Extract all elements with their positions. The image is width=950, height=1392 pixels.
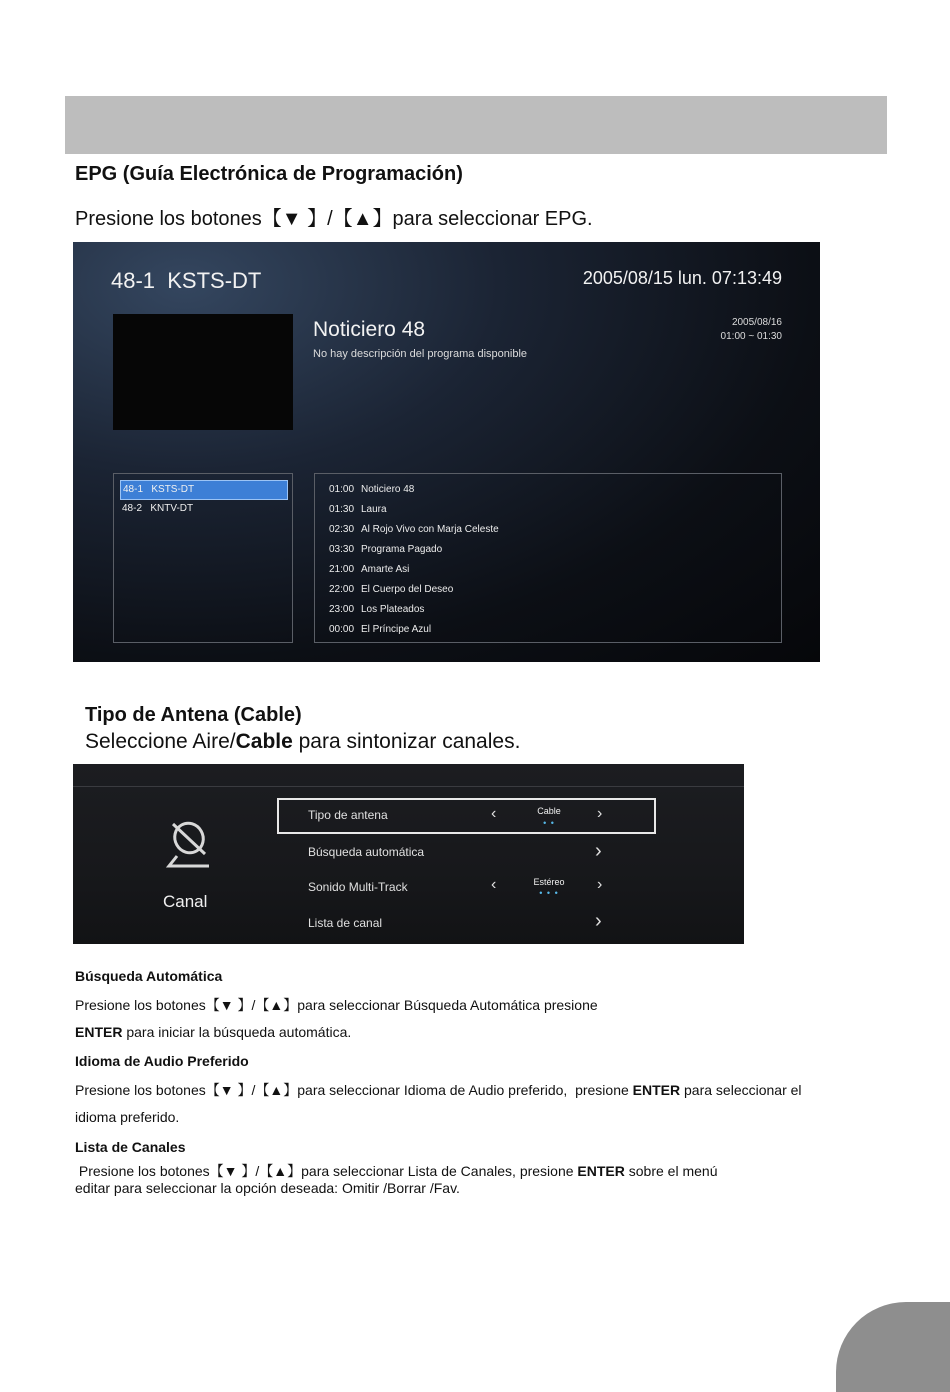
schedule-time: 03:30 (329, 544, 355, 555)
antenna-screen (73, 764, 744, 944)
schedule-item[interactable] (329, 604, 424, 615)
enter-key: ENTER (577, 1163, 625, 1179)
lista-line1-a: Presione los botones【▼ 】/【▲】para seleccionar Lista de Canales, presione (75, 1163, 578, 1179)
program-date: 2005/08/16 (731, 317, 782, 328)
schedule-list (314, 473, 782, 643)
program-datetime (721, 316, 782, 344)
schedule-time: 01:30 (329, 504, 355, 515)
schedule-title: El Príncipe Azul (361, 624, 432, 635)
antenna-value: Cable (537, 806, 561, 816)
epg-screen (73, 242, 820, 662)
program-description: No hay descripción del programa disponible (313, 348, 528, 360)
chevron-right-icon[interactable]: › (597, 805, 603, 822)
satellite-dish-icon (165, 818, 213, 870)
antenna-instruction (85, 730, 520, 754)
menu-label-sonido[interactable]: Sonido Multi-Track (308, 880, 408, 894)
lista-line2: editar para seleccionar la opción deseada: Omitir /Borrar /Fav. (75, 1180, 460, 1196)
schedule-time: 21:00 (329, 564, 355, 575)
divider (73, 786, 744, 787)
idioma-line1-a: Presione los botones【▼ 】/【▲】para seleccionar Idioma de Audio preferido, presione (75, 1082, 633, 1098)
category-label: Canal (163, 892, 208, 911)
antenna-line-bold: Cable (235, 730, 293, 753)
schedule-title: Los Plateados (361, 604, 425, 615)
chevron-left-icon[interactable]: ‹ (491, 876, 497, 893)
program-title: Noticiero 48 (313, 318, 426, 341)
epg-datetime: 2005/08/15 lun. 07:13:49 (582, 268, 782, 288)
schedule-time: 02:30 (329, 524, 355, 535)
header-bar (65, 96, 887, 154)
schedule-item[interactable] (329, 584, 453, 595)
schedule-title: Al Rojo Vivo con Marja Celeste (361, 524, 499, 535)
schedule-title: Laura (361, 504, 387, 515)
page-number-tab (836, 1302, 950, 1392)
idioma-line1-b: para seleccionar el (680, 1082, 802, 1098)
lista-title: Lista de Canales (75, 1139, 186, 1155)
schedule-item[interactable] (329, 544, 442, 555)
schedule-time: 22:00 (329, 584, 355, 595)
epg-instruction: Presione los botones【▼ 】/【▲】para seleccionar EPG. (75, 208, 593, 230)
schedule-item[interactable] (329, 624, 431, 635)
sound-value: Estéreo (533, 877, 565, 887)
channel-item[interactable]: 48-2 KNTV-DT (122, 503, 194, 514)
chevron-right-icon[interactable]: › (597, 876, 603, 893)
value-indicator: • • • (539, 888, 559, 898)
enter-key: ENTER (632, 1082, 681, 1098)
enter-key: ENTER (75, 1024, 123, 1040)
schedule-time: 23:00 (329, 604, 355, 615)
chevron-left-icon[interactable]: ‹ (491, 805, 497, 822)
schedule-title: Programa Pagado (361, 544, 443, 555)
schedule-item[interactable] (329, 504, 387, 515)
schedule-time: 00:00 (329, 624, 355, 635)
epg-channel-title: 48-1 KSTS-DT (111, 268, 262, 293)
busqueda-line2 (75, 1024, 351, 1040)
schedule-title: Noticiero 48 (361, 484, 415, 495)
schedule-item[interactable] (329, 524, 499, 535)
program-time: 01:00 ~ 01:30 (720, 331, 782, 342)
schedule-time: 01:00 (329, 484, 355, 495)
busqueda-line1: Presione los botones【▼ 】/【▲】para seleccionar Búsqueda Automática presione (75, 997, 598, 1013)
idioma-line1 (75, 1080, 802, 1100)
schedule-title: El Cuerpo del Deseo (361, 584, 454, 595)
chevron-right-icon[interactable]: › (595, 840, 602, 862)
schedule-item[interactable] (329, 484, 414, 495)
menu-label-busqueda[interactable]: Búsqueda automática (308, 845, 425, 859)
channel-list (113, 473, 293, 643)
video-preview (113, 314, 293, 430)
busqueda-line2-rest: para iniciar la búsqueda automática. (122, 1024, 352, 1040)
schedule-item[interactable] (329, 564, 409, 575)
epg-section-title: EPG (Guía Electrónica de Programación) (75, 163, 463, 185)
menu-label-lista[interactable]: Lista de canal (308, 916, 383, 930)
menu-label-tipo-antena[interactable]: Tipo de antena (308, 808, 388, 822)
idioma-line2: idioma preferido. (75, 1109, 180, 1125)
value-indicator: • • (543, 818, 555, 828)
antenna-line-prefix: Seleccione Aire/ (85, 730, 236, 753)
busqueda-title: Búsqueda Automática (75, 968, 223, 984)
channel-item-selected[interactable]: 48-1 KSTS-DT (120, 480, 288, 500)
schedule-title: Amarte Asi (361, 564, 410, 575)
antenna-line-suffix: para sintonizar canales. (292, 730, 521, 753)
antenna-section-title: Tipo de Antena (Cable) (85, 704, 302, 726)
lista-line1 (75, 1161, 717, 1181)
idioma-title: Idioma de Audio Preferido (75, 1053, 249, 1069)
lista-line1-b: sobre el menú (624, 1163, 718, 1179)
chevron-right-icon[interactable]: › (595, 910, 602, 932)
